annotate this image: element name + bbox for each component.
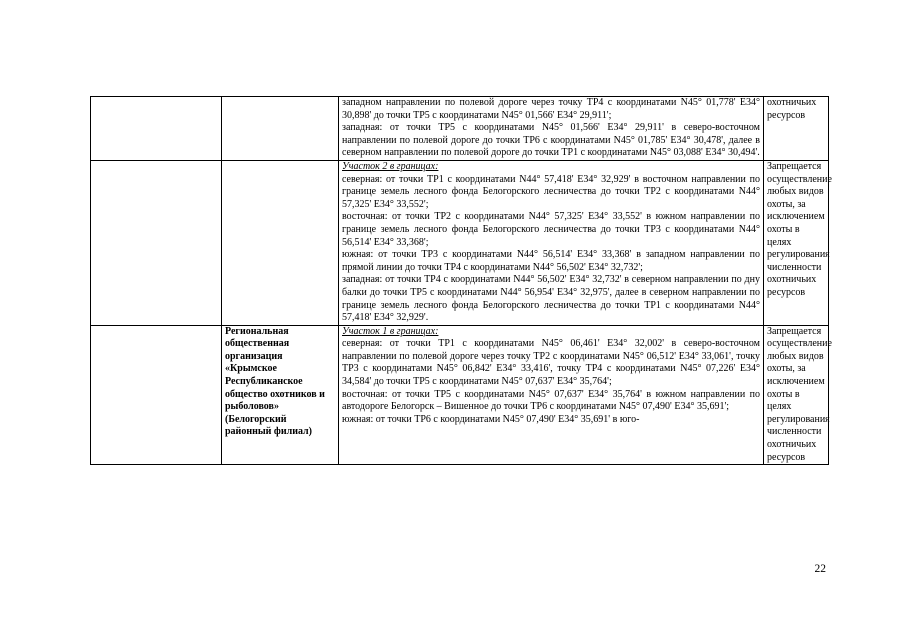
district-cell: [91, 325, 222, 465]
section-heading: Участок 2 в границах:: [342, 160, 439, 172]
organization-cell: [222, 160, 339, 325]
restriction-cell: охотничьих ресурсов: [764, 97, 829, 161]
regulation-table: [90, 96, 832, 465]
boundary-description-cell: [339, 160, 764, 325]
table-row: [91, 325, 829, 465]
organization-cell: Региональная общественная организация «Крымское Республиканское общество охотников и рыболовов» (Белогорский районный филиал): [222, 325, 339, 465]
table-row: [91, 97, 829, 161]
boundary-paragraph: восточная: от точки TP5 с координатами N45° 07,637' E34° 35,764' в южном направлении по автодороге Белогорск – Вишенное до точки TP6 с координатами N45° 07,490' E34° 35,691';: [342, 388, 760, 413]
boundary-paragraph: южная: от точки TP6 с координатами N45° 07,490' E34° 35,691' в юго-: [342, 413, 640, 425]
boundary-paragraph: южная: от точки TP3 с координатами N44° 56,514' E34° 33,368' в западном направлении по прямой линии до точки TP4 с координатами N44° 56,502' E34° 32,732';: [342, 249, 760, 273]
boundary-paragraph: западном направлении по полевой дороге через точку TP4 с координатами N45° 01,778' E34° 30,898' до точки TP5 с координатами N45° 01,566' E34° 29,911';: [342, 97, 760, 121]
section-heading: Участок 1 в границах:: [342, 325, 439, 337]
restriction-cell: Запрещается осуществление любых видов охоты, за исключением охоты в целях регулирования численности охотничьих ресурсов: [764, 325, 829, 465]
district-cell: [91, 97, 222, 161]
boundary-description-cell: [339, 97, 764, 161]
boundary-paragraph: западная: от точки TP4 с координатами N44° 56,502' E34° 32,732' в северном направлении по дну балки до точки TP5 с координатами N44° 56,954' E34° 32,975', далее в северном направлении по границе земель лесного фонда Белогорского лесничества до точки TP1 с координатами N44° 57,418' E34° 32,929'.: [342, 274, 760, 324]
boundary-paragraph: восточная: от точки TP2 с координатами N44° 57,325' E34° 33,552' в южном направлении по границе земель лесного фонда Белогорского лесничества до точки TP3 с координатами N44° 56,514' E34° 33,368';: [342, 211, 760, 248]
district-cell: [91, 160, 222, 325]
table-row: [91, 160, 829, 325]
boundary-paragraph: западная: от точки TP5 с координатами N45° 01,566' E34° 29,911' в северо-восточном направлении по полевой дороге до точки TP6 с координатами N45° 01,785' E34° 30,478', далее в северном направлении по полевой дороге до точки TP1 с координатами N45° 03,088' E34° 30,494'.: [342, 122, 760, 159]
restriction-cell: Запрещается осуществление любых видов охоты, за исключением охоты в целях регулирования численности охотничьих ресурсов: [764, 160, 829, 325]
page-number: 22: [814, 563, 826, 575]
organization-cell: [222, 97, 339, 161]
boundary-description-cell: [339, 325, 764, 465]
boundary-paragraph: северная: от точки TP1 с координатами N44° 57,418' E34° 32,929' в восточном направлении по границе земель лесного фонда Белогорского лесничества до точки TP2 с координатами N44° 57,325' E34° 33,552';: [342, 173, 760, 210]
boundary-paragraph: северная: от точки TP1 с координатами N45° 06,461' E34° 32,002' в северо-восточном направлении по полевой дороге через точку TP2 с координатами N45° 06,512' E34° 33,061', точку TP3 с координатами N45° 06,842' E34° 33,416', точку TP4 с координатами N45° 07,226' E34° 34,584' до точки TP5 с координатами N45° 07,637' E34° 35,764';: [342, 338, 760, 388]
